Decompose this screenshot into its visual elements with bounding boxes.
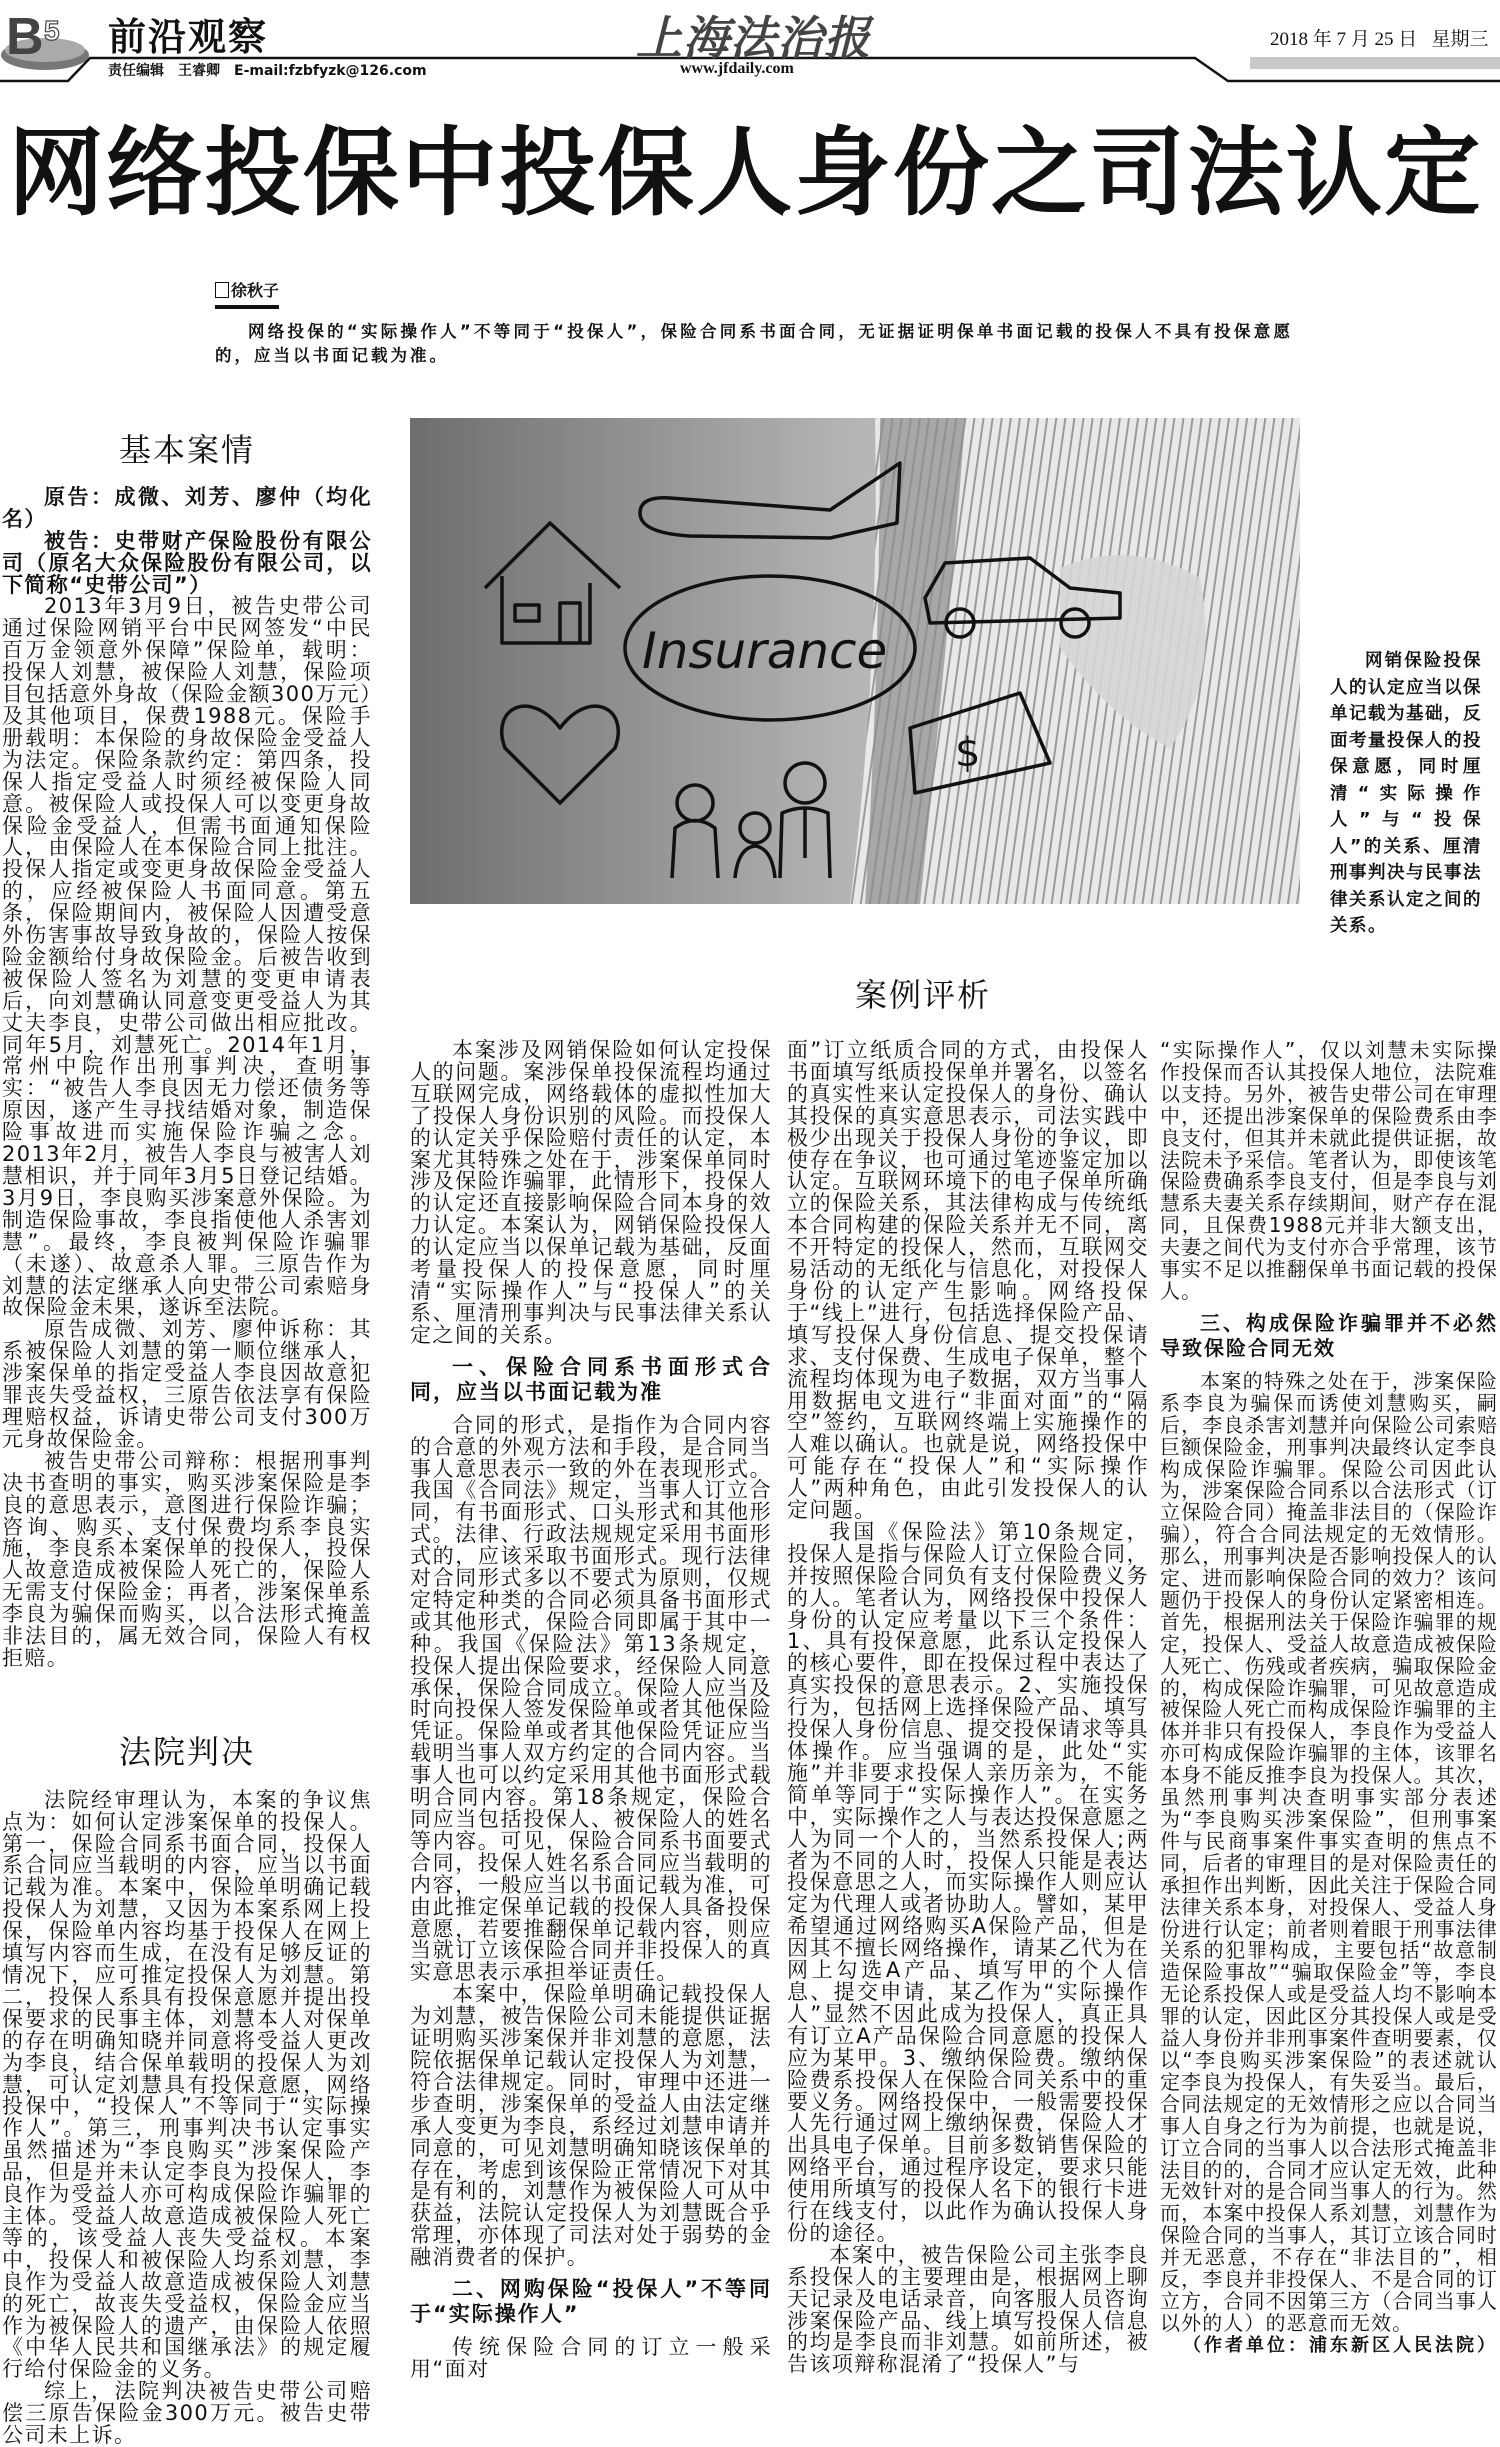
subheading-3: 三、构成保险诈骗罪并不必然导致保险合同无效 (1160, 1310, 1498, 1360)
column-analysis-1 (410, 1040, 772, 2381)
column-facts-judgment (2, 431, 372, 2447)
paragraph: 传统保险合同的订立一般采用“面对 (410, 2335, 772, 2381)
editor-name: 王睿卿 (178, 63, 220, 79)
issue-date: 2018 年 7 月 25 日 星期三 (1270, 29, 1489, 50)
editor-line (108, 60, 441, 80)
heading-judgment: 法院判决 (118, 1732, 255, 1771)
heading-facts: 基本案情 (118, 431, 255, 469)
editor-email: E-mail:fzbfyzk@126.com (234, 63, 427, 79)
paragraph: 面”订立纸质合同的方式，由投保人书面填写纸质投保单并署名，以签名的真实性来认定投保人的身份、确认其投保的真实意思表示，司法实践中极少出现关于投保人身份的争议，即使存在争议，也可通过笔迹鉴定加以认定。互联网环境下的电子保单所确立的保险关系，其法律构成与传统纸本合同构建的保险关系并无不同，离不开特定的投保人，然而，互联网交易活动的无纸化与信息化，对投保人身份的认定产生影响。网络投保于“线上”进行，包括选择保险产品、填写投保人身份信息、提交投保请求、支付保费、生成电子保单，整个流程均体现为电子数据，双方当事人用数据电文进行“非面对面”的“隔空”签约，互联网终端上实施操作的人难以确认。也就是说，网络投保中可能存在“投保人”和“实际操作人”两种角色，由此引发投保人的认定问题。 (787, 1038, 1149, 1523)
paragraph: 合同的形式，是指作为合同内容的合意的外观方法和手段，是合同当事人意思表示一致的外在表现形式。我国《合同法》规定，当事人订立合同，有书面形式、口头形式和其他形式。法律、行政法规规定采用书面形式的，应该采取书面形式。现行法律对合同形式多以不要式为原则，仅规定特定种类的合同必须具备书面形式或其他形式，保险合同即属于其中一种。我国《保险法》第13条规定，投保人提出保险要求，经保险人同意承保，保险合同成立。保险人应当及时向投保人签发保险单或者其他保险凭证。保险单或者其他保险凭证应当载明当事人双方约定的合同内容。当事人也可以约定采用其他书面形式载明合同内容。第18条规定，保险合同应当包括投保人、被保险人的姓名等内容。可见，保险合同系书面要式合同，投保人姓名系合同应当载明的内容，一般应当以书面记载为准，可由此推定保单记载的投保人具备投保意愿，若要推翻保单记载内容，则应当就订立该保险合同并非投保人的真实意思表示承担举证责任。 (410, 1412, 772, 1985)
headline: 网络投保中投保人身份之司法认定 (8, 117, 1483, 229)
section-name: 前沿观察 (108, 15, 269, 59)
heading-analysis: 案例评析 (855, 976, 992, 1014)
author-unit: （作者单位：浦东新区人民法院） (1183, 2334, 1498, 2356)
paragraph: 本案涉及网销保险如何认定投保人的问题。案涉保单投保流程均通过互联网完成，网络载体的虚拟性加大了投保人身份识别的风险。而投保人的认定关乎保险赔付责任的认定，本案尤其特殊之处在于，涉案保单同时涉及保险诈骗罪，此情形下，投保人的认定还直接影响保险合同本身的效力认定。本案认为，网销保险投保人的认定应当以保单记载为基础，反面考量投保人的投保意愿，同时厘清“实际操作人”与“投保人”的关系、厘清刑事判决与民事法律关系认定之间的关系。 (410, 1038, 772, 1347)
paragraph: 被告史带公司辩称：根据刑事判决书查明的事实，购买涉案保险是李良的意思表示，意图进行保险诈骗；咨询、购买、支付保费均系李良实施，李良系本案保单的投保人，投保人故意造成被保险人死亡的，保险人无需支付保险金；再者，涉案保单系李良为骗保而购买，以合法形式掩盖非法目的，属无效合同，保险人有权拒赔。 (2, 1448, 372, 1670)
column-analysis-2 (787, 1040, 1149, 2376)
byline (215, 278, 279, 309)
svg-text:$: $ (955, 730, 981, 776)
paragraph: 原告成微、刘芳、廖仲诉称：其系被保险人刘慧的第一顺位继承人，涉案保单的指定受益人李良因故意犯罪丧失受益权，三原告依法享有保险理赔权益，诉请史带公司支付300万元身故保险金。 (2, 1317, 372, 1451)
column-analysis-3 (1160, 1040, 1498, 2357)
editor-label: 责任编辑 (108, 63, 164, 79)
byline-box-icon (215, 282, 229, 298)
paragraph: “实际操作人”，仅以刘慧未实际操作投保而否认其投保人地位，法院难以支持。另外，被告史带公司在审理中，还提出涉案保单的保险费系由李良支付，但其并未就此提供证据，故法院未予采信。笔者认为，即使该笔保险费确系李良支付，但是李良与刘慧系夫妻关系存续期间，财产存在混同，且保费1988元并非大额支出，夫妻之间代为支付亦合乎常理，该节事实不足以推翻保单书面记载的投保人。 (1160, 1038, 1498, 1303)
insurance-word: Insurance (642, 622, 888, 680)
subheading-2: 二、网购保险“投保人”不等同于“实际操作人” (410, 2277, 772, 2327)
paragraph: 本案中，保险单明确记载投保人为刘慧，被告保险公司未能提供证据证明购买涉案保并非刘慧的意愿，法院依据保单记载认定投保人为刘慧，符合法律规定。同时，审理中还进一步查明，涉案保单的受益人由法定继承人变更为李良，系经过刘慧申请并同意的，可见刘慧明确知晓该保单的存在，考虑到该保险正常情况下对其是有利的，刘慧作为被保险人可从中获益，法院认定投保人为刘慧既合乎常理，亦体现了司法对处于弱势的金融消费者的保护。 (410, 1982, 772, 2270)
svg-text:5: 5 (44, 15, 60, 46)
svg-text:B: B (6, 8, 44, 66)
page-badge (0, 0, 100, 80)
defendant-line: 被告：史带财产保险股份有限公司（原名大众保险股份有限公司，以下简称“史带公司”） (2, 528, 372, 597)
paragraph: 我国《保险法》第10条规定，投保人是指与保险人订立保险合同，并按照保险合同负有支付保险费义务的人。笔者认为，网络投保中投保人身份的认定应考量以下三个条件：1、具有投保意愿，此系认定投保人的核心要件，即在投保过程中表达了真实投保的意思表示。2、实施投保行为，包括网上选择保险产品、填写投保人身份信息、提交投保请求等具体操作。应当强调的是，此处“实施”并非要求投保人亲历亲为，不能简单等同于“实际操作人”。在实务中，实际操作之人与表达投保意愿之人为同一个人的，当然系投保人;两者为不同的人时，投保人只能是表达投保意思之人，而实际操作人则应认定为代理人或者协助人。譬如，某甲希望通过网络购买A保险产品，但是因其不擅长网络操作，请某乙代为在网上勾选A产品、填写甲的个人信息、提交申请，某乙作为“实际操作人”显然不因此成为投保人，真正具有订立A产品保险合同意愿的投保人应为某甲。3、缴纳保险费。缴纳保险费系投保人在保险合同关系中的重要义务。网络投保中，一般需要投保人先行通过网上缴纳保费，保险人才出具电子保单。目前多数销售保险的网络平台，通过程序设定，要求只能使用所填写的投保人名下的银行卡进行在线支付，以此作为确认投保人身份的途径。 (787, 1519, 1149, 2245)
paragraph: 本案的特殊之处在于，涉案保险系李良为骗保而诱使刘慧购买，嗣后，李良杀害刘慧并向保险公司索赔巨额保险金，刑事判决最终认定李良构成保险诈骗罪。保险公司因此认为，涉案保险合同系以合法形式（订立保险合同）掩盖非法目的（保险诈骗），符合合同法规定的无效情形。那么，刑事判决是否影响投保人的认定、进而影响保险合同的效力？该问题仍于投保人的身份认定紧密相连。首先，根据刑法关于保险诈骗罪的规定，投保人、受益人故意造成被保险人死亡、伤残或者疾病，骗取保险金的，构成保险诈骗罪，可见故意造成被保险人死亡而构成保险诈骗罪的主体并非只有投保人，李良作为受益人亦可构成保险诈骗罪的主体，该罪名本身不能反推李良为投保人。其次，虽然刑事判决查明事实部分表述为“李良购买涉案保险”，但刑事案件与民商事案件事实查明的焦点不同，后者的审理目的是对保险责任的承担作出判断，因此关注于保险合同法律关系本身，对投保人、受益人身份进行认定；前者则着眼于刑事法律关系的犯罪构成，主要包括“故意制造保险事故”“骗取保险金”等，李良无论系投保人或是受益人均不影响本罪的认定，因此区分其投保人或是受益人身份并非刑事案件查明要素，仅以“李良购买涉案保险”的表述就认定李良为投保人，有失妥当。最后，合同法规定的无效情形之应以合同当事人自身之行为为前提，也就是说，订立合同的当事人以合法形式掩盖非法目的的，合同才应认定无效，此种无效针对的是合同当事人的行为。然而，本案中投保人系刘慧，刘慧作为保险合同的当事人，其订立该合同时并无恶意，不存在“非法目的”，相反，李良并非投保人、不是合同的订立方，合同不因第三方（合同当事人以外的人）的恶意而无效。 (1160, 1368, 1498, 2335)
paragraph: 本案中，被告保险公司主张李良系投保人的主要理由是，根据网上聊天记录及电话录音，向客服人员咨询涉案保险产品、线上填写投保人信息的均是李良而非刘慧。如前所述，被告该项辩称混淆了“投保人”与 (787, 2242, 1149, 2377)
photo-caption: 网销保险投保人的认定应当以保单记载为基础，反面考量投保人的投保意愿，同时厘清“实际操作人”与“投保人”的关系、厘清刑事判决与民事法律关系认定之间的关系。 (1330, 651, 1482, 936)
paragraph: 综上，法院判决被告史带公司赔偿三原告保险金300万元。被告史带公司未上诉。 (2, 2379, 372, 2447)
website: www.jfdaily.com (680, 60, 794, 77)
plaintiff-line: 原告：成微、刘芳、廖仲（均化名） (2, 484, 372, 531)
insurance-photo (410, 418, 1300, 904)
date-bar (1250, 57, 1500, 69)
author-name: 徐秋子 (231, 281, 280, 300)
paragraph: 法院经审理认为，本案的争议焦点为：如何认定涉案保单的投保人。第一，保险合同系书面合同，投保人系合同应当载明的内容，应当以书面记载为准。本案中，保险单明确记载投保人为刘慧，又因为本案系网上投保，保险单内容均基于投保人在网上填写内容而生成，在没有足够反证的情况下，应可推定投保人为刘慧。第二，投保人系具有投保意愿并提出投保要求的民事主体，刘慧本人对保单的存在明确知晓并同意将受益人更改为李良，结合保单载明的投保人为刘慧，可认定刘慧具有投保意愿，网络投保中，“投保人”不等同于“实际操作人”。第三，刑事判决书认定事实虽然描述为“李良购买”涉案保险产品，但是并未认定李良为投保人，李良作为受益人亦可构成保险诈骗罪的主体。受益人故意造成被保险人死亡等的，该受益人丧失受益权。本案中，投保人和被保险人均系刘慧，李良作为受益人故意造成被保险人刘慧的死亡，故丧失受益权，保险金应当作为被保险人的遗产，由保险人依照《中华人民共和国继承法》的规定履行给付保险金的义务。 (2, 1787, 372, 2382)
newspaper-logo: 上海法治报 (636, 11, 871, 65)
subheading-1: 一、保险合同系书面形式合同，应当以书面记载为准 (410, 1354, 772, 1404)
lede: 网络投保的“实际操作人”不等同于“投保人”，保险合同系书面合同，无证据证明保单书面记载的投保人不具有投保意愿的，应当以书面记载为准。 (215, 322, 1293, 365)
paragraph: 2013年3月9日，被告史带公司通过保险网销平台中民网签发“中民百万金领意外保障”保险单，载明：投保人刘慧，被保险人刘慧，保险项目包括意外身故（保险金额300万元）及其他项目，保费1988元。保险手册载明：本保险的身故保险金受益人为法定。保险条款约定：第四条，投保人指定受益人时须经被保险人同意。被保险人或投保人可以变更身故保险金受益人，但需书面通知保险人，由保险人在本保险合同上批注。投保人指定或变更身故保险金受益人的，应经被保险人书面同意。第五条，保险期间内，被保险人因遭受意外伤害事故导致身故的，保险人按保险金额给付身故保险金。后被告收到被保险人签名为刘慧的变更申请表后，向刘慧确认同意变更受益人为其丈夫李良，史带公司做出相应批改。同年5月，刘慧死亡。2014年1月，常州中院作出刑事判决，查明事实：“被告人李良因无力偿还债务等原因，遂产生寻找结婚对象，制造保险事故进而实施保险诈骗之念。2013年2月，被告人李良与被害人刘慧相识，并于同年3月5日登记结婚。3月9日，李良购买涉案意外保险。为制造保险事故，李良指使他人杀害刘慧”。最终，李良被判保险诈骗罪（未遂）、故意杀人罪。三原告作为刘慧的法定继承人向史带公司索赔身故保险金未果，遂诉至法院。 (2, 594, 372, 1320)
